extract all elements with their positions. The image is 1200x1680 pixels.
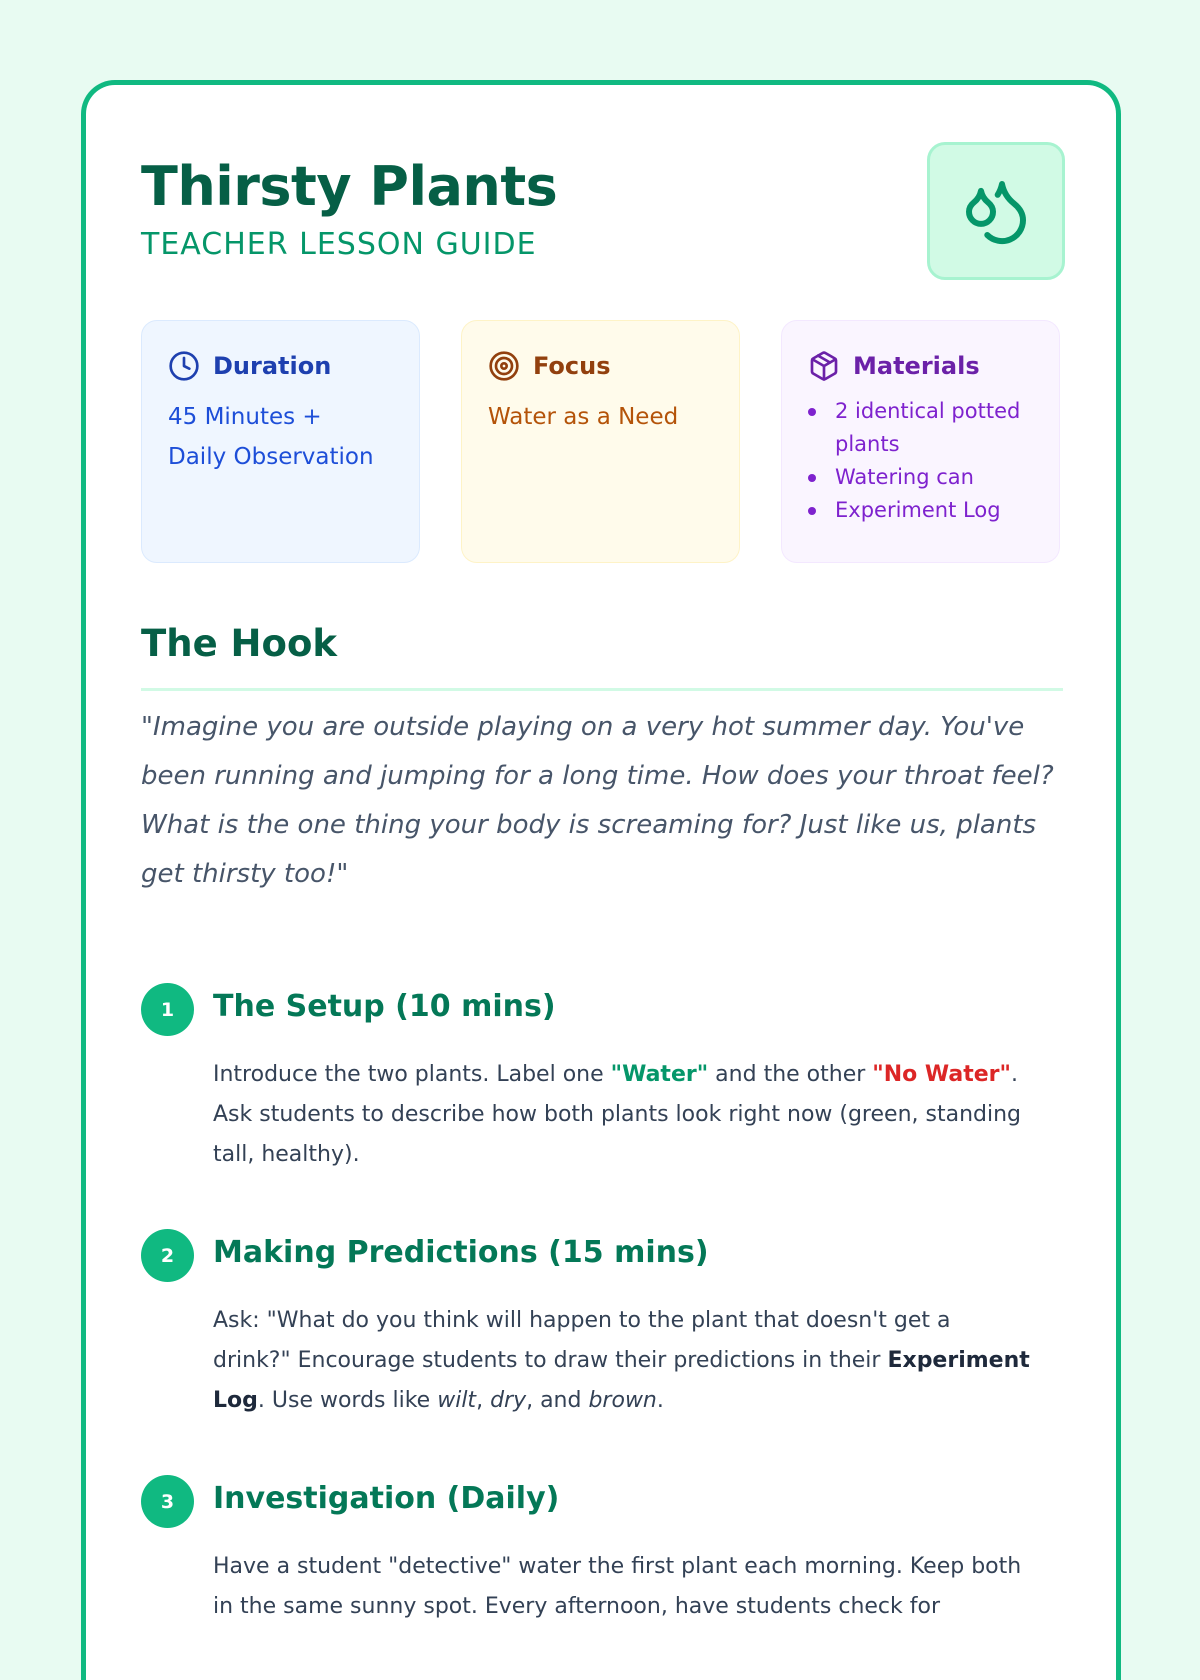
lesson-logo (927, 142, 1065, 280)
hook-heading: The Hook (141, 622, 337, 665)
page-title: Thirsty Plants (141, 155, 558, 218)
step-title: The Setup (10 mins) (213, 989, 556, 1024)
clock-icon (168, 350, 200, 382)
materials-item: Watering can (808, 461, 1033, 494)
step-number-badge: 3 (141, 1475, 194, 1528)
experiment-log-term: Experiment Log (213, 1348, 1030, 1413)
step-title: Making Predictions (15 mins) (213, 1235, 709, 1270)
vocab-word: dry (490, 1388, 527, 1413)
target-icon (488, 350, 520, 382)
vocab-word: wilt (437, 1388, 477, 1413)
duration-label: Duration (213, 352, 332, 380)
step-number-badge: 2 (141, 1229, 194, 1282)
focus-card (461, 320, 740, 563)
step-number-badge: 1 (141, 983, 194, 1036)
step-body: Have a student "detective" water the first plant each morning. Keep both in the same sunny spot. Every afternoon, have students check for (213, 1554, 1022, 1619)
duration-line-1: 45 Minutes + (168, 404, 322, 430)
materials-list (808, 395, 1033, 527)
hook-quote: "Imagine you are outside playing on a very hot summer day. You've been running and jumping for a long time. How does your throat feel? What is the one thing your body is screaming for? Just like us, plants get thirsty too!" (141, 712, 1054, 889)
step-body: Introduce the two plants. Label one "Water" and the other "No Water". Ask students to describe how both plants look right now (green, standing tall, healthy). (213, 1062, 1021, 1167)
page-subtitle: TEACHER LESSON GUIDE (141, 227, 537, 262)
materials-item: Experiment Log (808, 494, 1033, 527)
materials-label: Materials (853, 352, 980, 380)
duration-line-2: Daily Observation (168, 444, 374, 470)
hook-divider (141, 688, 1063, 691)
vocab-word: brown (588, 1388, 657, 1413)
water-drops-icon (960, 175, 1032, 247)
duration-value (168, 397, 393, 477)
materials-card (781, 320, 1060, 563)
focus-value: Water as a Need (488, 404, 679, 430)
materials-item: 2 identical potted plants (808, 395, 1033, 461)
lesson-card (81, 80, 1121, 1680)
no-water-label: "No Water" (872, 1062, 1011, 1087)
step-body: Ask: "What do you think will happen to the plant that doesn't get a drink?" Encourage students to draw their predictions in their Experiment Log. Use words like wilt, dry, and brown. (213, 1308, 1030, 1413)
step-title: Investigation (Daily) (213, 1481, 560, 1516)
focus-label: Focus (533, 352, 611, 380)
water-label: "Water" (610, 1062, 709, 1087)
package-icon (808, 350, 840, 382)
duration-card (141, 320, 420, 563)
